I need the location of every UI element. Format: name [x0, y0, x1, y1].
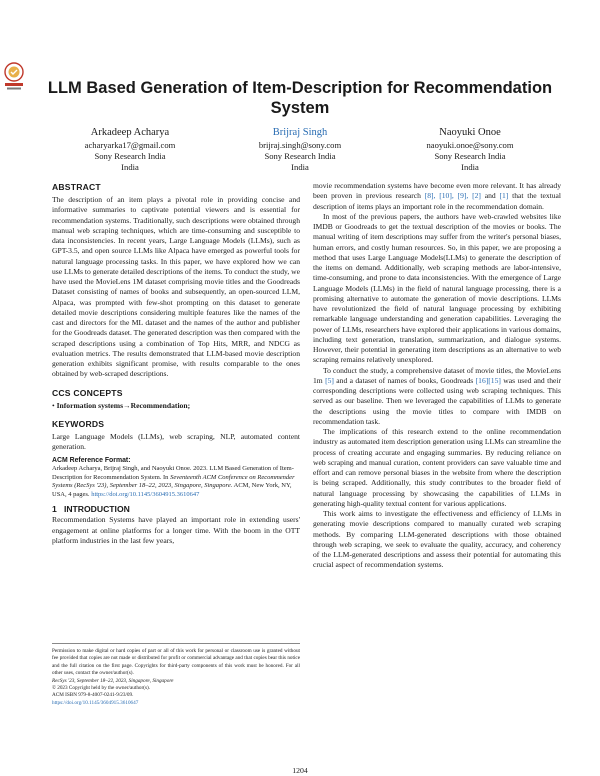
keywords-heading: KEYWORDS [52, 418, 105, 429]
citation-link[interactable]: [8], [10], [9], [2] [424, 191, 481, 201]
reference-publisher: ACM, New York, NY, USA, 4 pages. [52, 482, 292, 498]
intro-paragraph-1 [313, 181, 561, 212]
author-email: acharyarka17@gmail.com [84, 140, 176, 150]
citation-link[interactable]: [1] [499, 191, 509, 201]
author-affiliation: Sony Research India [264, 151, 336, 161]
ccs-heading: CCS CONCEPTS [52, 387, 123, 398]
ccs-rest-term: Recommendation; [130, 400, 191, 410]
author-affiliation: Sony Research India [94, 151, 166, 161]
paragraph-text: and a dataset of names of books, Goodreads [333, 375, 476, 385]
left-column [52, 181, 300, 546]
section-title: INTRODUCTION [63, 504, 130, 515]
permission-venue: RecSys '23, September 18–22, 2023, Singapore, Singapore [52, 677, 174, 684]
citation-link[interactable]: [5] [325, 375, 334, 385]
author-name: Naoyuki Onoe [439, 127, 501, 138]
section-number: 1 [52, 504, 57, 515]
author-name: Arkadeep Acharya [90, 127, 170, 138]
paragraph-text: was used and their corresponding descriptions were collected using web scraping techniques. This served as our baseline. Then we leveraged the capabilities of LLMs to generate the descriptions using the movie titles to compare with IMDB on recommendation task. [313, 375, 562, 426]
page-number: 1204 [292, 766, 308, 775]
bullet-icon: • [52, 400, 55, 410]
author-1 [50, 126, 210, 173]
author-name-link[interactable]: Brijraj Singh [272, 127, 328, 138]
author-2 [220, 126, 380, 173]
ccs-bold-term: Information systems [56, 400, 124, 410]
author-3 [390, 126, 550, 173]
permission-copyright: © 2023 Copyright held by the owner/author(s). [52, 685, 151, 692]
reference-format-heading: ACM Reference Format: [52, 457, 131, 464]
author-block [50, 126, 550, 173]
paragraph-text: movie recommendation systems have become even more relevant. It has already been proven in previous research [313, 181, 561, 201]
author-email: brijraj.singh@sony.com [258, 140, 342, 150]
ccs-concepts [52, 401, 300, 411]
permission-doi-link[interactable]: https://doi.org/10.1145/3604915.3610647 [52, 699, 139, 706]
right-column [313, 181, 561, 571]
introduction-heading [52, 503, 300, 515]
intro-paragraph-3 [313, 366, 561, 428]
reference-doi-link[interactable]: https://doi.org/10.1145/3604915.3610647 [91, 490, 200, 498]
arrow-icon: → [123, 400, 131, 410]
introduction-text: Recommendation Systems have played an important role in extending users' engagement at online platforms for a longer time. With the boom in the OTT platform industries in the last few years, [52, 515, 300, 545]
paragraph-text: and [480, 191, 500, 201]
abstract-text: The description of an item plays a pivotal role in providing concise and informative summaries to captivate potential viewers and is essential for recommendation systems. Traditionally, such descriptions were obtained through manual web scraping techniques, which are time-consuming and susceptible to data inconsistencies. In recent years, Large Language Models (LLMs), such as GPT-3.5, and open source LLMs like Alpaca have emerged as powerful tools for natural language processing tasks. In this paper, we have explored how we can use LLMs to generate detailed descriptions of the items. To conduct the study, we have used the MovieLens 1M dataset comprising movie titles and the Goodreads Dataset consisting of names of books and subsequently, an open-sourced LLM, Alpaca, was prompted with few-shot prompting on this dataset to generate detailed movie descriptions considering multiple features like the names of the cast and directors for the ML dataset and the names of the author and publisher for the Goodreads dataset. The generated description was then compared with the scraped descriptions using a combination of Top Hits, MRR, and NDCG as evaluation metrics. The results demonstrated that LLM-based movie description generation exhibits significant promise, with results comparable to the ones obtained by web-scraped descriptions. [52, 195, 300, 379]
reference-authors-title: Arkadeep Acharya, Brijraj Singh, and Naoyuki Onoe. 2023. LLM Based Generation of Item-Description for Recommendation System. In [52, 465, 294, 481]
reference-format-text [52, 465, 300, 499]
reference-venue: Seventeenth ACM Conference on Recommender Systems (RecSys '23), September 18–22, 2023, Singapore, Singapore. [52, 473, 295, 490]
acm-badge-icon[interactable] [2, 62, 26, 94]
author-country: India [461, 162, 479, 172]
paper-title: LLM Based Generation of Item-Description for Recommendation System [47, 79, 553, 117]
author-country: India [121, 162, 139, 172]
citation-link[interactable]: [16][15] [475, 375, 501, 385]
author-email: naoyuki.onoe@sony.com [426, 140, 514, 150]
paragraph-text: To conduct the study, a comprehensive dataset of movie titles, the MovieLens 1m [313, 365, 561, 385]
intro-paragraph-2: In most of the previous papers, the authors have web-crawled websites like IMDB or Goodreads to get the textual description of the movies or books. The manual writing of item descriptions may suffer from the writer's personal biases, human errors, and costly human resources. So, in this paper, we are proposing a method that uses Large Language Models(LLMs) to generate the description of the items on demand. Additionally, web scraping methods are labor-intensive, time-consuming, and prone to data inconsistencies. With the emergence of Large Language Models (LLMs) in the field of natural language processing, there is a promising alternative to automate the generation of movie descriptions. LLMs have revolutionized the field of natural language processing by exhibiting remarkable language understanding and generation capabilities. Leveraging the power of LLMs, researchers have explored their applications in various domains, including text generation, translation, summarization, and dialogue systems. However, their potential in generating item descriptions as an alternative to web scraping remains relatively unexplored. [313, 211, 561, 365]
permission-isbn: ACM ISBN 979-8-4007-0241-9/23/09. [52, 692, 134, 699]
author-country: India [291, 162, 309, 172]
paragraph-text: that the textual description of items plays an important role in the recommendation domain. [313, 191, 562, 211]
intro-paragraph-5: This work aims to investigate the effectiveness and efficiency of LLMs in generating movie descriptions compared to manually curated web scraping methods. By comparing LLM-generated descriptions with those obtained through web scraping, we seek to evaluate the quality, accuracy, and coherency of the LLM-generated descriptions and assess their potential for automating this crucial aspect of recommendation systems. [313, 509, 561, 570]
author-affiliation: Sony Research India [434, 151, 506, 161]
intro-paragraph-4: The implications of this research extend to the online recommendation industry as automated item description generation using LLMs can streamline the process of creating accurate and engaging summaries. By reducing reliance on web scraping and manual curation, content providers can save valuable time and effort and can remove personal biases in the website from where the description is being scraped. Additionally, this study contributes to the broader field of natural language processing by showcasing the capabilities of LLMs in generating high-quality textual content for various applications. [313, 427, 561, 508]
permission-text: Permission to make digital or hard copies of part or all of this work for personal or classroom use is granted without fee provided that copies are not made or distributed for profit or commercial advantage and that copies bear this notice and the full citation on the first page. Copyrights for third-party components of this work must be honored. For all other uses, contact the owner/author(s). [52, 648, 300, 677]
abstract-heading: ABSTRACT [52, 182, 101, 192]
permission-footnote [52, 643, 300, 707]
keywords-text: Large Language Models (LLMs), web scraping, NLP, automated content generation. [52, 431, 300, 451]
